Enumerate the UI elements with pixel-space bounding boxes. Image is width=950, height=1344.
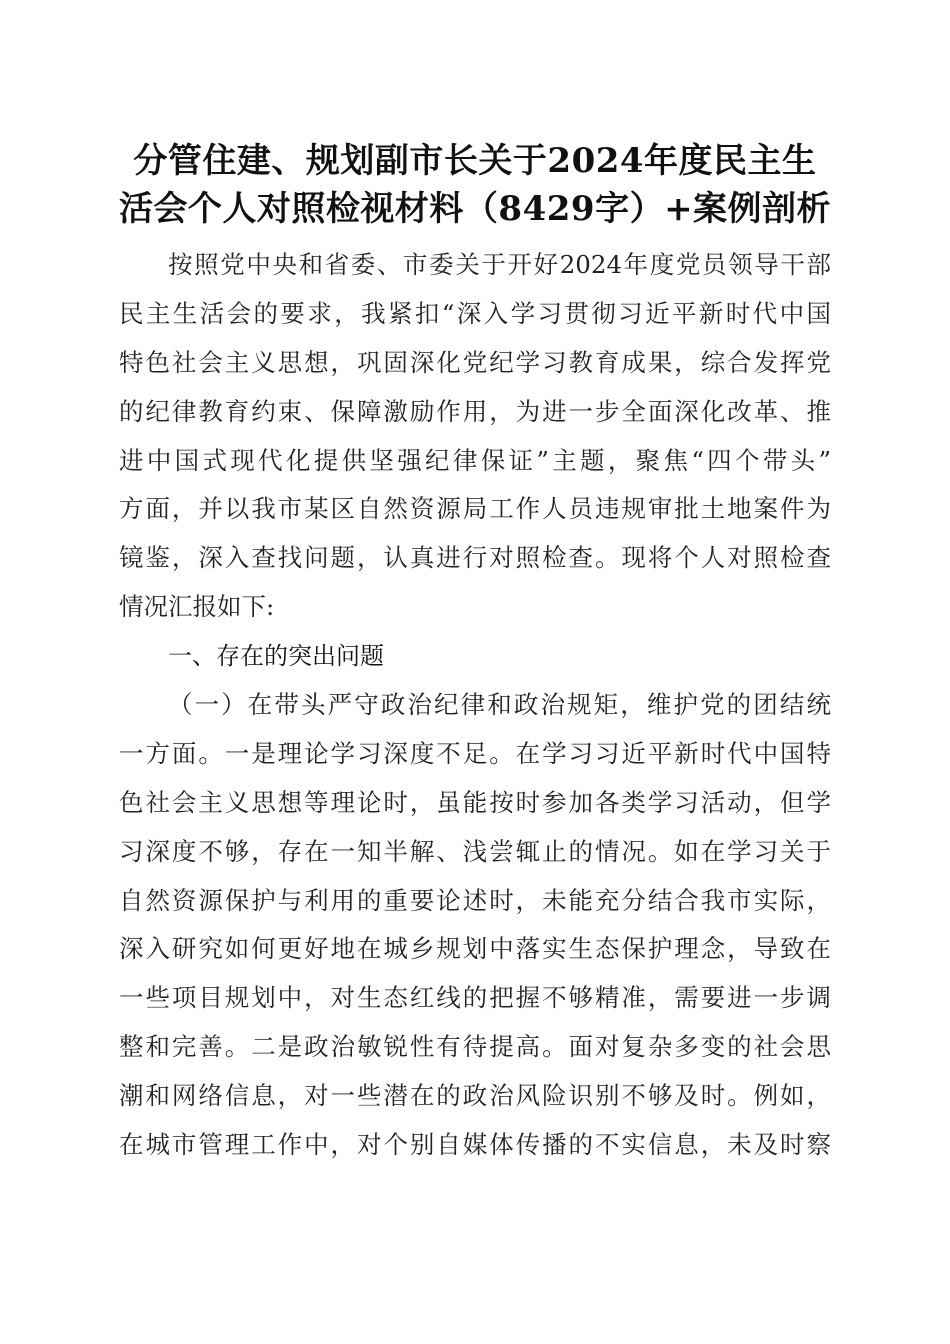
section-line: 习深度不够，存在一知半解、浅尝辄止的情况。如在学习关于 — [119, 836, 831, 866]
section-line: 一些项目规划中，对生态红线的把握不够精准，需要进一步调 — [119, 983, 831, 1013]
intro-line: 的纪律教育约束、保障激励作用，为进一步全面深化改革、推 — [119, 396, 831, 426]
section-heading: 一、存在的突出问题 — [168, 642, 384, 671]
section-line: 深入研究如何更好地在城乡规划中落实生态保护理念，导致在 — [119, 934, 831, 964]
section-line: （一）在带头严守政治纪律和政治规矩，维护党的团结统 — [168, 690, 831, 720]
intro-line: 特色社会主义思想，巩固深化党纪学习教育成果，综合发挥党 — [119, 347, 831, 377]
intro-line: 情况汇报如下: — [119, 592, 275, 622]
intro-line: 镜鉴，深入查找问题，认真进行对照检查。现将个人对照检查 — [119, 543, 831, 573]
section-line: 色社会主义思想等理论时，虽能按时参加各类学习活动，但学 — [119, 787, 831, 817]
section-line: 一方面。一是理论学习深度不足。在学习习近平新时代中国特 — [119, 738, 831, 768]
title-line-2: 活会个人对照检视材料（8429字）+案例剖析 — [118, 189, 832, 229]
document-title — [100, 137, 850, 233]
section-line: 整和完善。二是政治敏锐性有待提高。面对复杂多变的社会思 — [119, 1032, 831, 1062]
intro-line: 方面，并以我市某区自然资源局工作人员违规审批土地案件为 — [119, 494, 831, 524]
intro-line: 按照党中央和省委、市委关于开好2024年度党员领导干部 — [168, 250, 831, 279]
title-line-1: 分管住建、规划副市长关于2024年度民主生 — [133, 141, 817, 181]
section-line: 自然资源保护与利用的重要论述时，未能充分结合我市实际， — [119, 885, 831, 915]
section-line: 在城市管理工作中，对个别自媒体传播的不实信息，未及时察 — [119, 1130, 831, 1160]
document-body — [119, 241, 831, 1170]
section-line: 潮和网络信息，对一些潜在的政治风险识别不够及时。例如， — [119, 1081, 831, 1111]
intro-line: 进中国式现代化提供坚强纪律保证”主题，聚焦“四个带头” — [119, 445, 831, 475]
intro-line: 民主生活会的要求，我紧扣“深入学习贯彻习近平新时代中国 — [119, 298, 831, 328]
